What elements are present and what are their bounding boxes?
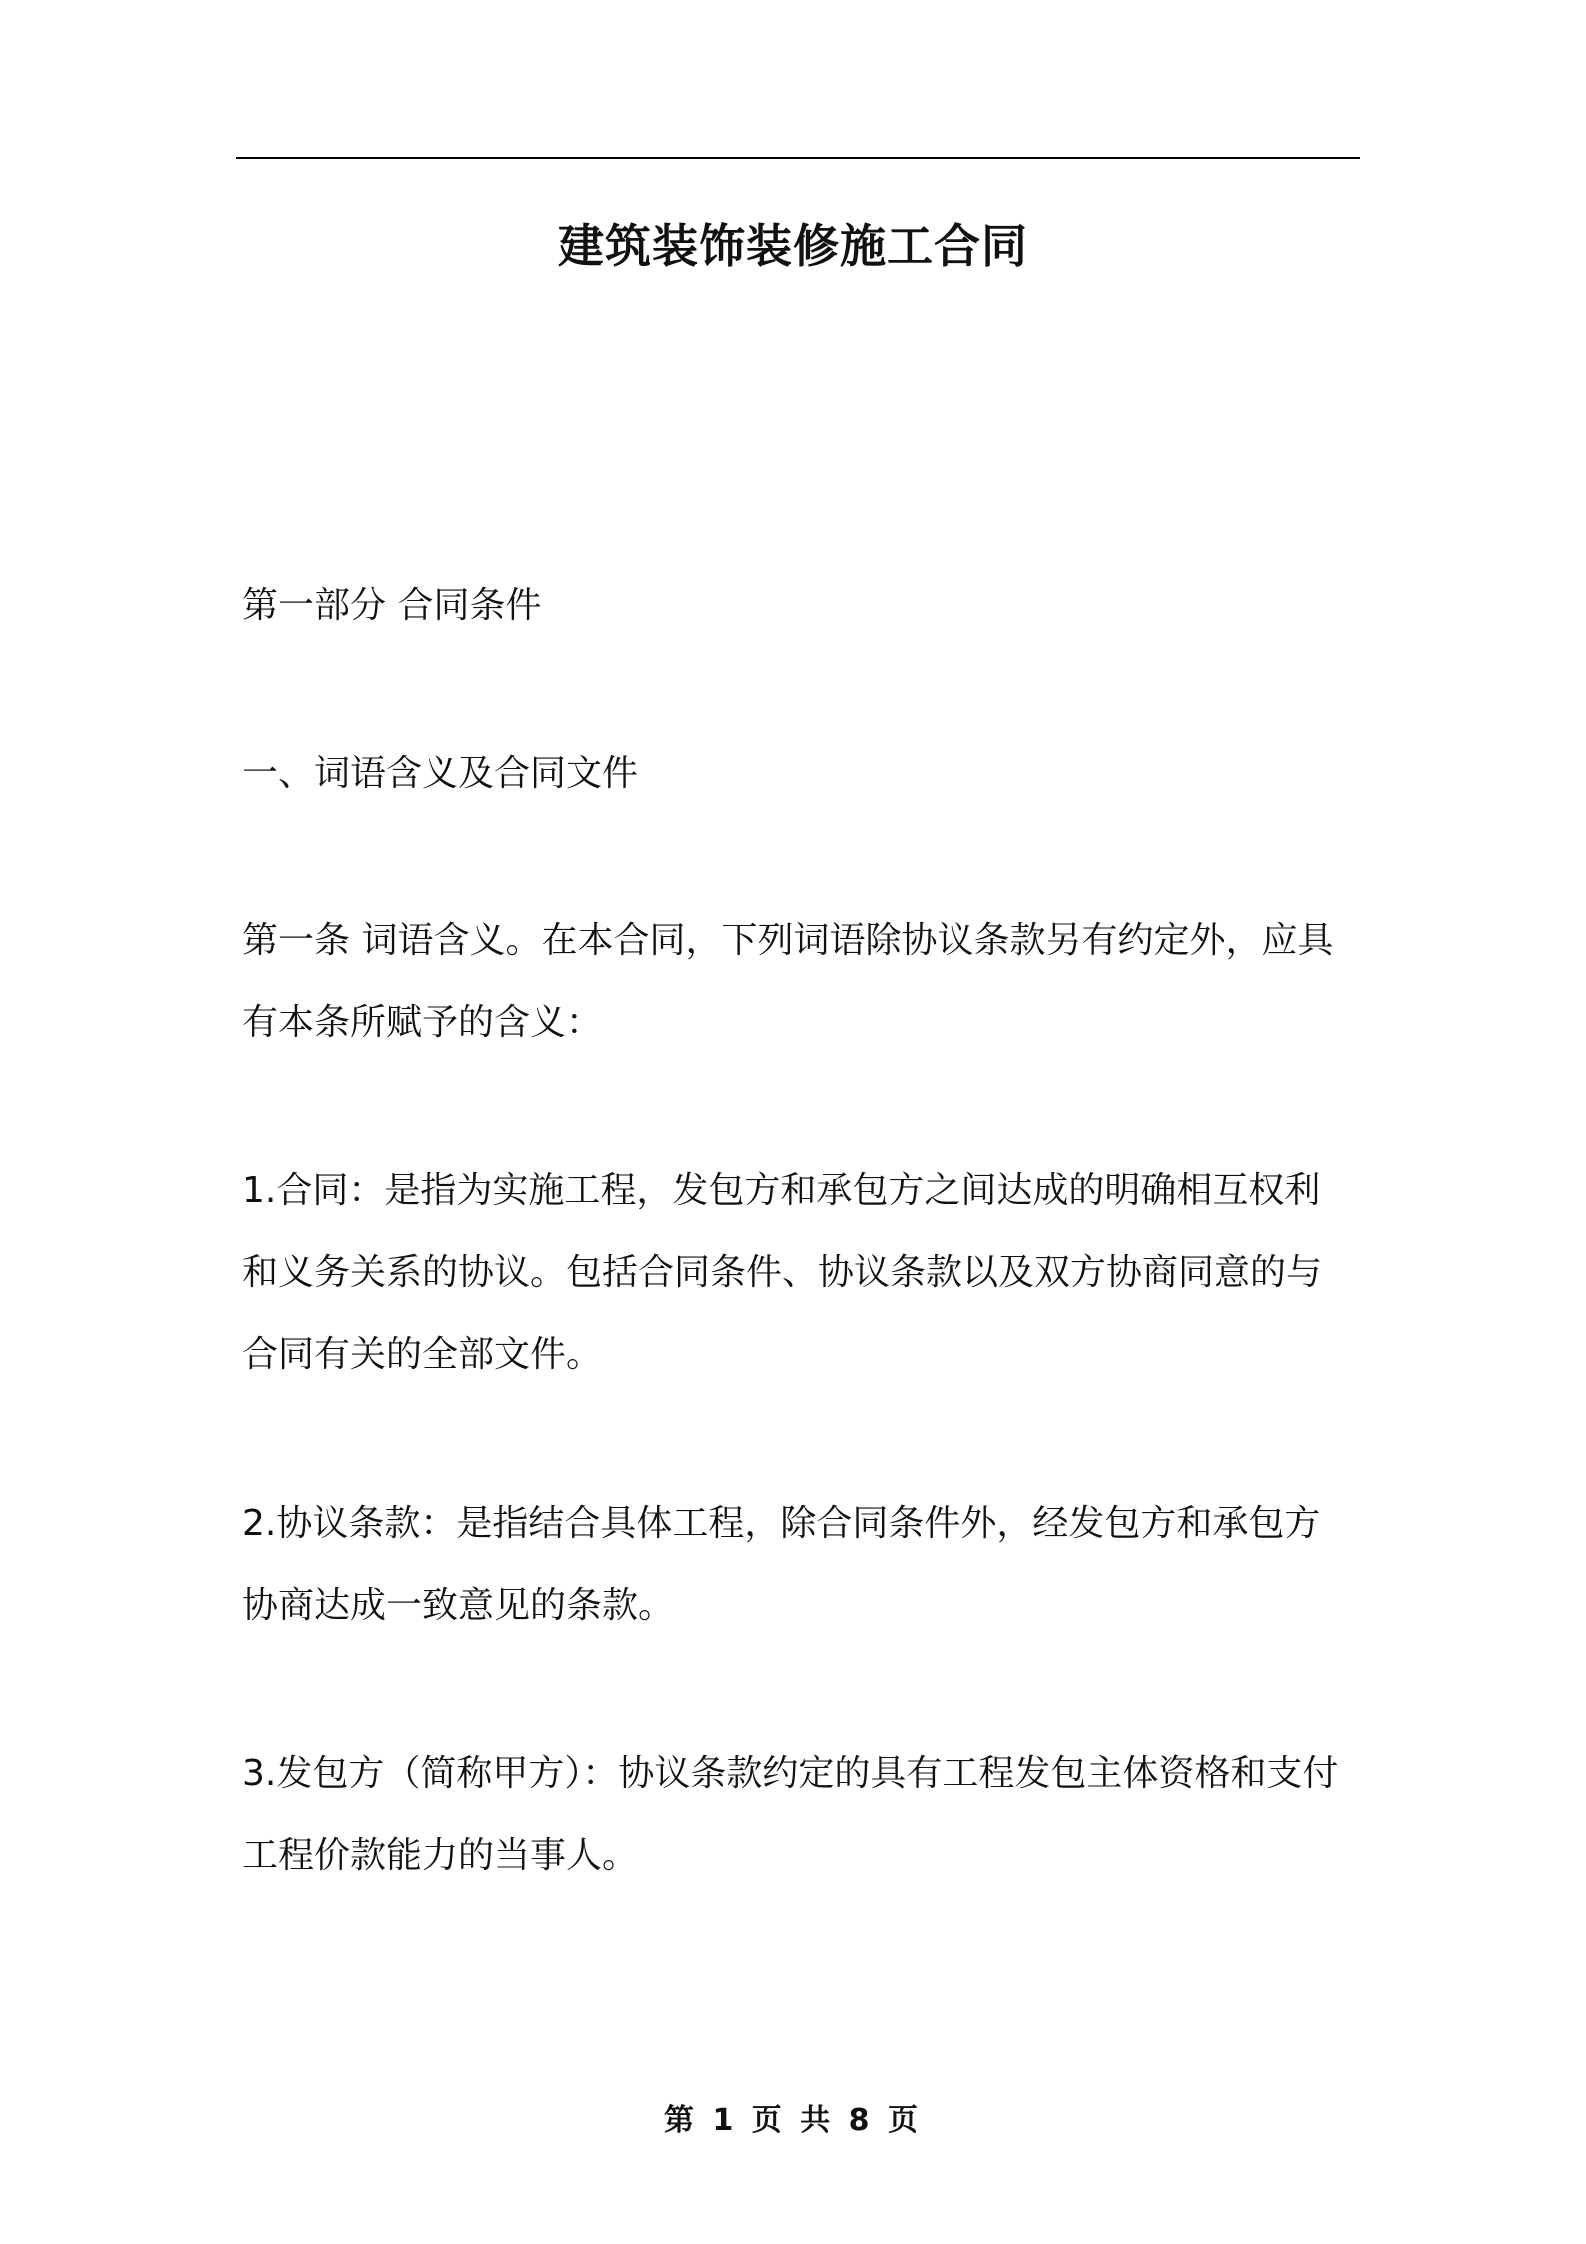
definition-paragraph: 3.发包方（简称甲方）：协议条款约定的具有工程发包主体资格和支付工程价款能力的当事人。 [242,1753,1339,1876]
definition-paragraph: 2.协议条款：是指结合具体工程，除合同条件外，经发包方和承包方协商达成一致意见的条款。 [242,1503,1321,1626]
page-number: 第 1 页 共 8 页 [664,2103,922,2138]
part-heading: 第一部分 合同条件 [242,585,542,626]
header-rule [236,157,1360,159]
section-heading: 一、词语含义及合同文件 [242,753,639,794]
article-paragraph: 第一条 词语含义。在本合同，下列词语除协议条款另有约定外，应具有本条所赋予的含义： [242,920,1334,1043]
document-title: 建筑装饰装修施工合同 [558,219,1028,273]
definition-paragraph: 1.合同：是指为实施工程，发包方和承包方之间达成的明确相互权利和义务关系的协议。包括合同条件、协议条款以及双方协商同意的与合同有关的全部文件。 [242,1170,1323,1375]
